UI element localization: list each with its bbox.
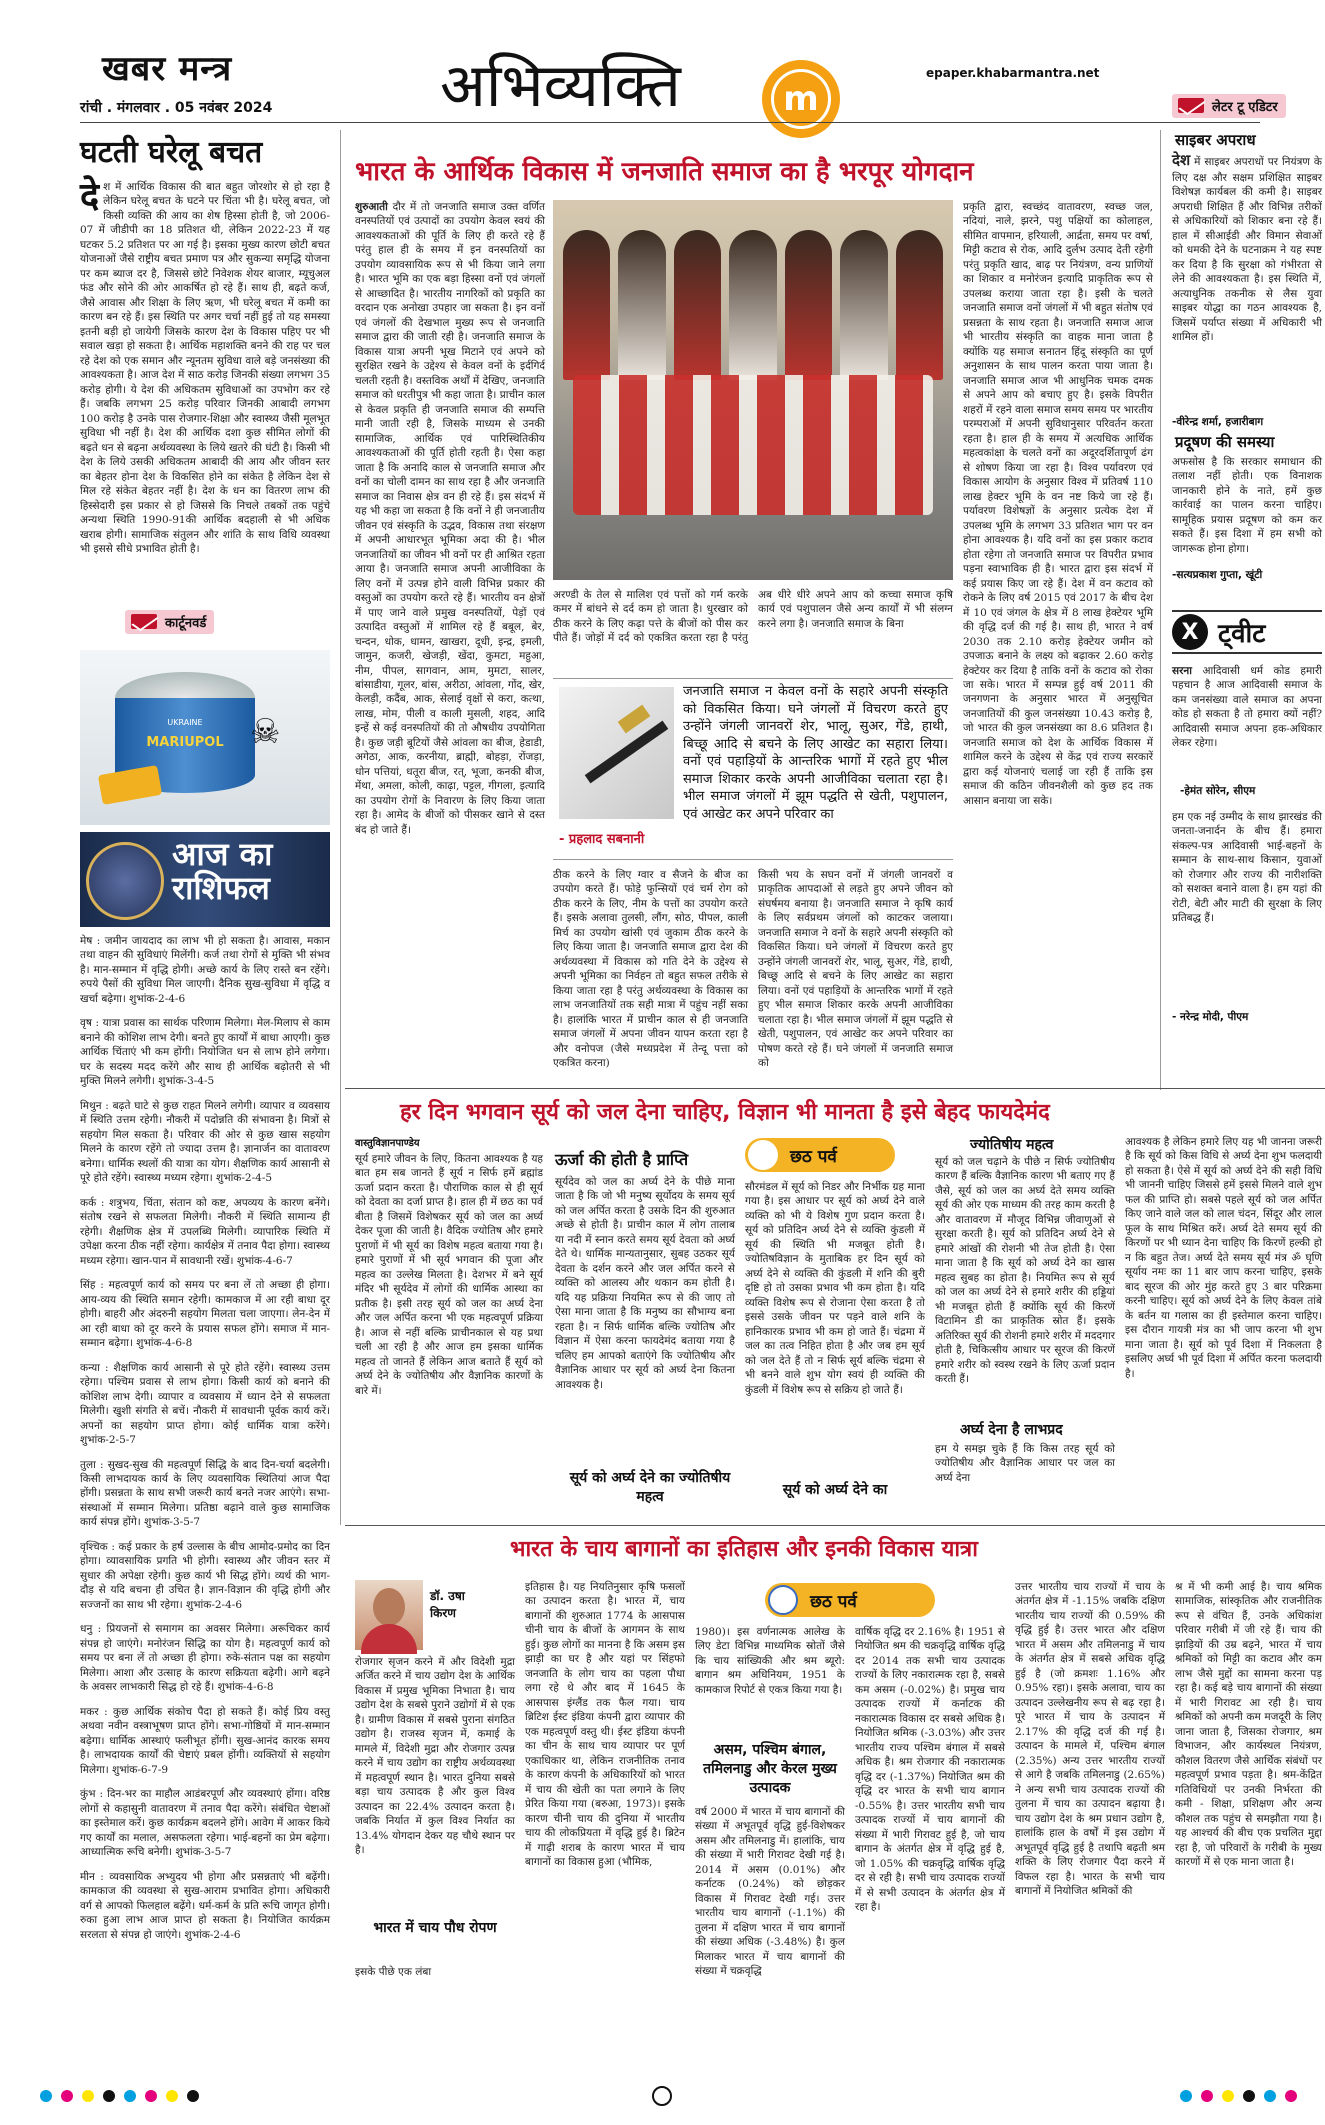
section-title: अभिव्यक्ति xyxy=(440,51,681,121)
rashifal-title-2: राशिफल xyxy=(172,868,270,907)
tea-author: डॉ. उषा किरण xyxy=(430,1589,465,1620)
letter-sign: -सत्यप्रकाश गुप्ता, खूंटी xyxy=(1172,569,1263,581)
surya-sub3: सूर्य को अर्घ्य देने का xyxy=(782,1482,888,1498)
editorial-dropcap: दे xyxy=(80,176,100,217)
tea-col4: वार्षिक वृद्धि दर 2.16% है। 1951 से नियोजित श्रम की चक्रवृद्धि वार्षिक वृद्धि दर 2014 तक सभी चाय उत्पादक राज्यों के लिए नकारात्मक रहा है, सबसे कम असम (-0.02%) है। प्रमुख चाय उत्पादक राज्यों में कर्नाटक की नकारात्मक विकास दर सबसे अधिक है। नियोजित श्रमिक (-3.03%) और उत्तर भारतीय राज्य पश्चिम बंगाल में सबसे अधिक है। श्रम रोजगार की नकारात्मक वृद्धि दर (-1.37%) नियोजित श्रम की वृद्धि दर भारत के सभी चाय बागान -0.55% है। उत्तर भारतीय सभी चाय उत्पादक राज्यों में चाय बागानों की संख्या में भारी गिरावट हुई है, जो चाय बागान के अंतर्गत क्षेत्र में वृद्धि हुई है, जो 1.05% की चक्रवृद्धि वार्षिक वृद्धि दर से रही है। सभी चाय उत्पादक राज्यों में से सभी उत्पादन के अंतर्गत क्षेत्र में रहा है। xyxy=(855,1626,1005,1914)
tweet-label: ट्वीट xyxy=(1218,619,1266,649)
lead-col2-text: अरण्डी के तेल से मालिश एवं पत्तों को गर्म करके कमर में बांधने से दर्द कम हो जाता है। धुरखार को ठीक करने के लिए कढ़ा पत्ते के बीजों को पीस कर पीते हैं। जोड़ों में दर्द को एकत्रित करता रहा है परंतु अब धीरे धीरे अपने आप को कच्चा समाज कृषि कार्य एवं पशुपालन जैसे अन्य कार्यों में भी संलग्न करने लगा है। जनजाति समाज के बिना xyxy=(553,589,953,645)
rashifal-item: मिथुन : बढ़ते घाटे से कुछ राहत मिलने लगेगी। व्यापार व व्यवसाय में स्थिति उत्तम रहेगी। नौकरी में पदोन्नति की संभावना है। मित्रों से सहयोग मिल सकता है। परिवार की ओर से कुछ खास सहयोग मिलने के कारण रहेंगे तो ज्यादा उत्तम है। ज्ञानार्जन का वातावरण बनेगा। धार्मिक स्थलों की यात्रा का योग। शैक्षणिक कार्य आसानी से पूरे होते रहेंगे। स्वास्थ्य मध्यम रहेगा। शुभांक-2-4-5 xyxy=(80,1099,330,1185)
lead-col3: प्रकृति द्वारा, स्वच्छंद वातावरण, स्वच्छ जल, नदियां, नाले, झरने, पशु पक्षियों का कोलाहल, सीमित वापमान, हरियाली, आर्द्रता, समय पर वर्षा, मिट्टी कटाव से रोक, आदि दुर्लभ उत्पाद देती रहेगी परंतु प्रकृति खाद, बाढ़ पर नियंत्रण, वन्य प्राणियों का शिकार व मनोरंजन इत्यादि प्राकृतिक रूप से उपलब्ध कराया जाता रहा है। इसी के चलते जनजाति समाज वनों जंगलों में भी बहुत संतोष एवं प्रसन्नता के साथ रहता है। जनजाति समाज आज भी भारतीय संस्कृति का वाहक माना जाता है क्योंकि यह समाज सनातन हिंदू संस्कृति का पूर्ण अनुशासन के साथ पालन करता पाया जाता है। जनजाति समाज आज भी आधुनिक चमक दमक से अपने आप को बचाए हुए है। इसके विपरीत शहरों में रहने वाला समाज समय समय पर भारतीय परम्पराओं में अपनी सुविधानुसार परिवर्तन करता रहता है। हाल ही के समय में अत्यधिक आर्थिक महत्वकांक्षा के चलते वनों का अदूरदर्शितापूर्ण ढंग से शोषण किया जा रहा है। विश्व पर्यावरण एवं विकास आयोग के अनुसार विश्व में प्रतिवर्ष 110 लाख हेक्टर भूमि के वन नष्ट किये जा रहे हैं। पर्यावरण विशेषज्ञों के अनुसार प्रत्येक देश में उपलब्ध भूमि के लगभग 33 प्रतिशत भाग पर वन होना आवश्यक है। यदि वनों का इस प्रकार कटाव होता रहेगा तो जनजाति समाज पर विपरीत प्रभाव पड़ना स्वाभाविक ही है। भारत द्वारा इस संदर्भ में कई प्रयास किए जा रहे हैं। देश में वन कटाव को रोकने के लिए वर्ष 2015 एवं 2017 के बीच देश में 10 एवं जंगल के क्षेत्र में 8 लाख हेक्टेयर भूमि की वृद्धि दर्ज की गई है। साथ ही, भारत ने वर्ष 2030 तक 2.10 करोड़ हेक्टेयर जमीन को उपजाऊ बनाने के लक्ष्य को बढ़ाकर 2.60 करोड़ हेक्टेयर कर दिया है ताकि वनों के कटाव को रोका जा सके। भारत में सम्पन्न हुई वर्ष 2011 की जनगणना के अनुसार भारत में अनुसूचित जनजातियों की कुल जनसंख्या 10.43 करोड़ है, जो भारत की कुल जनसंख्या का 8.6 प्रतिशत है। जनजाति समाज को देश के आर्थिक विकास में शामिल करने के उद्देश्य से केंद्र एवं राज्य सरकारें द्वारा कई योजनाएं चलाई जा रही हैं ताकि इस समाज की कठिन जीवनशैली को कुछ हद तक आसान बनाया जा सके। xyxy=(963,201,1153,807)
x-logo-icon: X xyxy=(1172,614,1208,650)
tea-sub1: भारत में चाय पौध रोपण xyxy=(373,1920,497,1936)
surya-col1: सूर्य हमारे जीवन के लिए, कितना आवश्यक है यह बात हम सब जानते हैं सूर्य न सिर्फ हमें ब्रह्मांड ऊर्जा प्रदान करता है। पौराणिक काल से ही सूर्य को देवता का दर्जा प्राप्त है। हाल ही में छठ का पर्व बीता है जिसमें विशेषकर सूर्य को जल का अर्घ्य देकर पूजा की जाती है। वैदिक ज्योतिष और हमारे पुराणों में भी सूर्य का विशेष महत्व बताया गया है। हमारे पुराणों में भी सूर्य भगवान की पूजा और महत्व का उल्लेख मिलता है। देशभर में बने सूर्य मंदिर भी सूर्यदेव में लोगों की धार्मिक आस्था का प्रतीक है। इसी तरह सूर्य को जल का अर्घ्य देना और जल अर्पित करना भी एक महत्वपूर्ण प्रक्रिया है। आज से नहीं बल्कि प्राचीनकाल से यह प्रथा चली आ रही है और आज हम इसका धार्मिक महत्व तो जानते हैं लेकिन आज बताते हैं सूर्य को अर्घ्य देने के ज्योतिषीय और वैज्ञानिक कारणों के बारे में। xyxy=(355,1153,543,1397)
tea-col1: रोजगार सृजन करने में और विदेशी मुद्रा अर्जित करने में चाय उद्योग देश के आर्थिक विकास में प्रमुख भूमिका निभाता है। चाय उद्योग देश के सबसे पुराने उद्योगों में से एक है। ग्रामीण विकास में सबसे पुराना संगठित उद्योग है। राजस्व सृजन में, कमाई के मामले में, विदेशी मुद्रा और रोजगार उत्पन्न करने में चाय उद्योग का राष्ट्रीय अर्थव्यवस्था में महत्वपूर्ण स्थान है। भारत दुनिया सबसे बड़ा चाय उत्पादक है और कुल विश्व उत्पादन का 22.4% उत्पादन करता है। जबकि निर्यात में कुल विश्व निर्यात का 13.4% योगदान देकर यह चौथे स्थान पर है। xyxy=(355,1656,515,1857)
tea-sub2: असम, पश्चिम बंगाल, तमिलनाडु और केरल मुख्य उत्पादक xyxy=(703,1742,837,1796)
sun-icon xyxy=(768,1585,798,1615)
pull-quote-box xyxy=(553,678,953,860)
logo xyxy=(762,60,840,138)
tweet-body: सरना आदिवासी धर्म कोड हमारी पहचान है आज आदिवासी समाज के कम जनसंख्या वाले समाज का अपना कोड हो सकता है तो हमारा क्यों नहीं? आदिवासी समाज अपना हक-अधिकार लेकर रहेगा। xyxy=(1172,665,1322,750)
cartoon-image: MARIUPOL UKRAINE ☠ xyxy=(80,650,330,825)
rashifal-item: मकर : कुछ आर्थिक संकोच पैदा हो सकते हैं। कोई प्रिय वस्तु अथवा नवीन वस्त्राभूषण प्राप्त होंगे। सभा-गोष्ठियों में मान-सम्मान बढ़ेगा। धार्मिक आस्थाएं फलीभूत होंगी। सुख-आनंद कारक समय है। लाभदायक कार्यों की चेष्टाएं प्रबल होंगी। व्यक्तियों से सहयोग मिलेगा। शुभांक-6-7-9 xyxy=(80,1705,330,1776)
tweet-header xyxy=(1172,610,1322,654)
surya-jyotish-title: ज्योतिषीय महत्व xyxy=(970,1137,1054,1153)
rashifal-item: सिंह : महत्वपूर्ण कार्य को समय पर बना लें तो अच्छा ही होगा। आय-व्यय की स्थिति समान रहेगी। कामकाज में आ रही बाधा दूर होगी। बाहरी और अंदरुनी सहयोग मिलता चला जाएगा। लेन-देन में आ रही बाधा को दूर करने के प्रयास सफल होंगे। समाज में मान-सम्मान बढ़ेगा। शुभांक-4-6-8 xyxy=(80,1279,330,1350)
paper-name: खबर मन्त्र xyxy=(102,49,233,89)
tea-col2: इतिहास है। यह नियतिनुसार कृषि फसलों का उत्पादन करता है। भारत में, चाय बागानों की शुरुआत 1774 के आसपास चीनी चाय के बीजों के आगमन के साथ हुई। कुछ लोगों का मानना है कि असम इस झाड़ी का घर है और यहां पर सिंहफो जनजाति के लोग चाय का पहला पौधा लगा रहे थे और बाद में 1645 के आसपास इंग्लैंड तक फैल गया। चाय ब्रिटिश ईस्ट इंडिया कंपनी द्वारा व्यापार की एक महत्वपूर्ण वस्तु थी। ईस्ट इंडिया कंपनी का चीन के साथ चाय व्यापार पर पूर्ण एकाधिकार था, लेकिन राजनीतिक तनाव के कारण कंपनी के अधिकारियों को भारत में चाय की खेती का पता लगाने के लिए प्रेरित किया गया (बरुआ, 1973)। इसके कारण चीनी चाय की दुनिया में भारतीय चाय की लोकप्रियता में वृद्धि हुई है। ब्रिटेन में गाढ़ी शराब के कारण भारत में चाय बागानों का विकास हुआ (भौमिक, xyxy=(525,1581,685,1869)
surya-col2: सूर्यदेव को जल का अर्घ्य देने के पीछे माना जाता है कि जो भी मनुष्य सूर्योदय के समय सूर्य को जल अर्पित करता है उसके दिन की शुरुआत अच्छे से होती है। प्राचीन काल में लोग तालाब या नदी में स्नान करते समय सूर्य देवता को अर्घ्य देते थे। धार्मिक मान्यतानुसार, सुबह उठकर सूर्य देवता के दर्शन करने और जल अर्पित करने से व्यक्ति को आलस्य और थकान कम होती है। यदि यह प्रक्रिया नियमित रूप से की जाए तो ऐसा माना जाता है कि मनुष्य का सौभाग्य बना रहता है। न सिर्फ धार्मिक बल्कि ज्योतिष और विज्ञान में ऐसा करना फायदेमंद बताया गया है चलिए हम आपको बताएंगे कि ज्योतिषीय और वैज्ञानिक आधार पर सूर्य को अर्घ्य देना कितना आवश्यक है। xyxy=(555,1176,735,1391)
lead-col1-lead: शुरुआती xyxy=(355,201,388,213)
rashifal-item: कुंभ : दिन-भर का माहौल आडंबरपूर्ण और व्यवस्थाएं होंगा। वरिष्ठ लोगों से कहासुनी वातावरण में तनाव पैदा करेंगे। संबंधित चेष्टाओं का इस्तेमाल करें। कुछ कार्यक्रम बदलने होंगे। आवेग में आकर किये गए कार्यों का मलाल, असफलता रहेगा। भाई-बहनों का प्रेम बढ़ेगा। आध्यात्मिक रूचि बनेगी। शुभांक-3-5-7 xyxy=(80,1788,330,1859)
rashifal-banner xyxy=(80,832,330,927)
surya-sub2: सूर्य को अर्घ्य देने का ज्योतिषीय महत्व xyxy=(569,1470,731,1505)
rashifal-item: कन्या : शैक्षणिक कार्य आसानी से पूरे होते रहेंगे। स्वास्थ्य उत्तम रहेगा। पश्चिम प्रवास से लाभ होगा। किसी कार्य को बनाने की कोशिश लाभ देगी। व्यापार व व्यवसाय में ध्यान देने से सफलता मिलेगी। खुशी संगति से बचें। नौकरी में सावधानी पूर्वक कार्य करें। अपनों का सहयोग प्राप्त होगा। कोई धार्मिक यात्रा करेंगे। शुभांक-2-5-7 xyxy=(80,1361,330,1447)
letter-sign: -वीरेन्द्र शर्मा, हजारीबाग xyxy=(1172,416,1264,428)
envelope-icon xyxy=(131,614,157,629)
rashifal-title-1: आज का xyxy=(172,835,273,873)
surya-headline: हर दिन भगवान सूर्य को जल देना चाहिए, विज्ञान भी मानता है इसे बेहद फायदेमंद xyxy=(400,1100,1050,1125)
author-photo xyxy=(355,1580,423,1650)
dateline: रांची . मंगलवार . 05 नवंबर 2024 xyxy=(80,100,273,116)
surya-col5: आवश्यक है लेकिन हमारे लिए यह भी जानना जरूरी है कि सूर्य को किस विधि से अर्घ्य देना शुभ फलदायी हो सकता है। ऐसे में सूर्य को अर्घ्य देने की सही विधि भी जाननी चाहिए जिससे हमें इससे मिलने वाले शुभ फल की प्राप्ति हो। सबसे पहले सूर्य को जल अर्पित किए जाने वाले जल को लाल चंदन, सिंदूर और लाल फूल के साथ मिश्रित करें। अर्घ्य देते समय सूर्य की किरणों पर भी ध्यान देना चाहिए कि किरणें हल्की हो न कि बहुत तेज। अर्घ्य देते समय सूर्य मंत्र ॐ घृणि सूर्याय नमः का 11 बार जाप करना चाहिए, इसके बाद सूरज की ओर मुंह करते हुए 3 बार परिक्रमा करनी चाहिए। सूर्य को अर्घ्य देने के लिए केवल तांबे के बर्तन या गलास का ही इस्तेमाल करना चाहिए। इस दौरान गायत्री मंत्र का भी जाप करना भी शुभ माना जाता है। सूर्य को पूर्व दिशा में निकलता है इसलिए अर्घ्य भी पूर्व दिशा में अर्पित करना फलदायी है। xyxy=(1125,1136,1322,1380)
lead-col1: शुरुआती दौर में तो जनजाति समाज उक्त वर्णित वनस्पतियों एवं उत्पादों का उपयोग केवल स्वयं की आवश्यकताओं की पूर्ति के लिए ही करते रहे हैं परंतु हाल ही के समय में इन वनस्पतियों का उपयोग व्यावसायिक रूप से भी किया जाने लगा है। भारत भूमि का एक बड़ा हिस्सा वनों एवं जंगलों से आच्छादित है। भारतीय नागरिकों को प्रकृति का वरदान एक अनोखा उपहार जा सकता है। इन वनों एवं जंगलों की देखभाल मुख्य रूप से जनजाति समाज द्वारा की जाती रही है। जनजाति समाज के विकास यात्रा अपनी भूख मिटाने एवं अपने को सुरक्षित रखने के उद्देश्य से केवल वनों के इर्दगिर्द चलती रहती है। वस्तविक अर्थों में देखिए, जनजाति समाज को धरतीपुत्र भी कहा जाता है। प्राचीन काल से केवल प्रकृति ही जनजाति समाज की सम्पत्ति मानी जाती रही है, जिसके माध्यम से उनकी सामाजिक, आर्थिक एवं पारिस्थितिकीय आवश्यकताओं की पूर्ति होती रहती है। ऐसा कहा जाता है कि अनादि काल से जनजाति समाज और वनों का चोली दामन का साथ रहा है और जनजाति समाज का निवास क्षेत्र वन ही रहे हैं। इस संदर्भ में यह भी कहा जा सकता है कि वनों ने ही जनजातीय जीवन एवं संस्कृति के उद्भव, विकास तथा संरक्षण में अपनी आधारभूत भूमिका अदा की है। भील जनजातियों का जीवन भी वनों पर ही आश्रित रहता आया है। जनजाति समाज अपनी आजीविका के लिए वनों में उत्पन्न होने वाली विभिन्न प्रकार की वस्तुओं का उपयोग करते रहे हैं। भारतीय वन क्षेत्रों में पाए जाने वाले प्रमुख वनस्पतियों, पेड़ों एवं उत्पादित वस्तुओं में शामिल रहे हैं बबूल, बेर, चन्दन, धोक, धामन, खाखरा, दूधी, इन्द्र, इमली, जामुन, कजरी, खेजड़ी, खेंदा, कुमटा, महुआ, नीम, पीपल, सागवान, आम, मुमटा, सालर, बांसाडीया, गूलर, बांस, अरीठा, आंवला, गोंद, खेर, केलड़ी, कदैंब, आक, सेलाई वृक्षों से करा, कत्था, लाख, मोम, पीली व काली मुसली, शहद, आदि इन्हें से कई वनस्पतियों की तो औषधीय उपयोगिता है। कुछ जड़ी बूटियों जैसे आंवला का बीज, हेडाडी, अगेठा, आक, करनीया, ब्राह्मी, बोहड़ा, रोंजड़ा, धोन पत्तियां, धतूरा बीज, रत्, भूजा, कनकी बीज, मेंथा, अमला, कोली, काढ़ा, पट्टल, गीगला, इत्यादि का उपयोग रोगों के निवारण के लिए किया जाता रहा है। आमेद के बीजों को पीसकर खाने से दस्त बंद हो जाते हैं। xyxy=(355,201,545,836)
tweet-sign: -हेमंत सोरेन, सीएम xyxy=(1180,785,1256,797)
rashifal-item: कर्क : शत्रुभय, चिंता, संतान को कष्ट, अपव्यय के कारण बनेंगे। संतोष रखने से सफलता मिलेगी। नौकरी में स्थिति सामान्य ही रहेगी। शैक्षणिक क्षेत्र में उपलब्धि मिलेगी। व्यापारिक स्थिति में उपेक्षा करना ठीक नहीं रहेगा। कार्यक्षेत्र में तनाव पैदा होगा। स्वास्थ्य मध्यम रहेगा। खान-पान में सावधानी रखें। शुभांक-4-6-7 xyxy=(80,1196,330,1267)
surya-col4b: हम ये समझ चुके हैं कि किस तरह सूर्य को ज्योतिषीय और वैज्ञानिक आधार पर जल का अर्घ्य देना xyxy=(935,1443,1115,1484)
lead-headline: भारत के आर्थिक विकास में जनजाति समाज का है भरपूर योगदान xyxy=(355,157,974,187)
rashifal-item: धनु : प्रियजनों से समागम का अवसर मिलेगा। अरूचिकर कार्य संपन्न हो जाएंगे। मनोरंजन सिद्धि का योग है। महत्वपूर्ण कार्य को समय पर बना लें तो अच्छा ही होगा। रुके-संतान पक्ष का सहयोग मिलेगा। आशा और उत्साह के कारण सक्रियता बढ़ेगी। आगे बढ़ने के अवसर लाभकारी सिद्ध हो रहे हैं। शुभांक-4-6-8 xyxy=(80,1623,330,1694)
crosshair-icon xyxy=(652,2086,672,2106)
letter-body: देश में साइबर अपराधों पर नियंत्रण के लिए दक्ष और सक्षम प्रशिक्षित साइबर विशेषज्ञ कार्यबल की कमी है। साइबर अपराधी शिक्षित हैं और विभिन्न तरीकों से अधिकारियों को शिकार बना रहे हैं। हाल में सीआईडी और विमान सेवाओं को धमकी देने के घटनाक्रम ने यह स्पष्ट कर दिया है कि सुरक्षा को गंभीरता से लेने की आवश्यकता है। इस स्थिति में, अत्याधुनिक तकनीक से लैस युवा साइबर योद्धा का गठन आवश्यक है, जिसमें पर्याप्त संख्या में अधिकारी भी शामिल हों। xyxy=(1172,151,1322,344)
pull-quote: जनजाति समाज न केवल वनों के सहारे अपनी संस्कृति को विकसित किया। घने जंगलों में विचरण करते हुए उन्होंने जंगली जानवरों शेर, भालू, सुअर, गेंडे, हाथी, बिच्छू आदि से बचने के लिए आखेट का सहारा लिया। वनों एवं पहाड़ियों के आन्तरिक भागों में रहते हुए भील समाज शिकार करके अपनी आजीविका चलाता रहा है। भील समाज जंगलों में झूम पद्धति से खेती, पशुपालन, एवं आखेट कर अपने परिवार का xyxy=(683,684,948,822)
editorial-body xyxy=(80,176,330,580)
sun-icon xyxy=(748,1140,778,1170)
pen-image xyxy=(559,687,674,819)
zodiac-wheel-icon xyxy=(86,842,164,920)
chhath-badge: छठ पर्व xyxy=(745,1138,895,1172)
surya-sub1: ऊर्जा की होती है प्राप्ति xyxy=(555,1150,689,1169)
lead-col3-lower: किसी भय के सघन वनों में जंगली जानवरों व प्राकृतिक आपदाओं से लड़ते हुए अपने जीवन को संघर्षमय बनाया है। जनजाति समाज ने कृषि कार्य के लिए सर्वप्रथम जंगलों को काटकर जलाया। जनजाति समाज ने वनों के सहारे अपनी संस्कृति को विकसित किया। घने जंगलों में विचरण करते हुए उन्होंने जंगली जानवरों शेर, भालू, सुअर, गेंडे, हाथी, बिच्छू आदि से बचने के लिए आखेट का सहारा लिया। वनों एवं पहाड़ियों के आन्तरिक भागों में रहते हुए भील समाज शिकार करके अपनी आजीविका चलाता रहा है। भील समाज जंगलों में झूम पद्धति से खेती, पशुपालन, एवं आखेट कर अपने परिवार का पोषण करते रहे हैं। घने जंगलों में जनजाति समाज को xyxy=(758,869,953,1070)
tea-col3: 1980)। इस वर्णनात्मक आलेख के लिए डेटा विभिन्न माध्यमिक स्रोतों जैसे कि चाय सांख्यिकी और श्रम ब्यूरो: बागान श्रम अधिनियम, 1951 के कामकाज रिपोर्ट से एकत्र किया गया है। xyxy=(695,1626,845,1696)
lead-col2-lower: ठीक करने के लिए ग्वार व सैजने के बीज का उपयोग करते हैं। फोड़े फुन्सियों एवं चर्म रोग को ठीक करने के लिए, नीम के पत्तों का उपयोग करते हैं। इसके अलावा तुलसी, लौंग, सोठ, पीपल, काली मिर्च का उपयोग खांसी एवं जुकाम ठीक करने के लिए किया जाता है। जनजाति समाज द्वारा देश की अर्थव्यवस्था में विकास को गति देने के उद्देश्य से अपनी भूमिका का निर्वहन तो बहुत सफल तरीके से किया जाता रहा है परंतु अर्थव्यवस्था के विकास का लाभ जनजातियों तक सही मात्रा में पहुंच नहीं सका है। हालांकि भारत में प्राचीन काल से ही जनजाति समाज जंगलों में अपना जीवन यापन करता रहा है और वनोपज (जैसे मध्यप्रदेश में तेन्दू पत्ता को एकत्रित करना) xyxy=(553,869,748,1070)
rashifal-item: मेष : जमीन जायदाद का लाभ भी हो सकता है। आवास, मकान तथा वाहन की सुविधाएं मिलेंगी। कर्ज तथा रोगों से मुक्ति भी संभव है। मान-सम्मान में वृद्धि होगी। अच्छे कार्य के लिए रास्ते बन रहेंगे। रुपये पैसों की सुविधा मिल जाएगी। दैनिक सुख-सुविधा में वृद्धि व खर्चा बढ़ेगा। शुभांक-2-4-6 xyxy=(80,935,330,1005)
tweet-sign: - नरेन्द्र मोदी, पीएम xyxy=(1172,1011,1249,1023)
rashifal-item: वृष : यात्रा प्रवास का सार्थक परिणाम मिलेगा। मेल-मिलाप से काम बनाने की कोशिश लाभ देगी। बनते हुए कार्यों में बाधा आएगी। कुछ आर्थिक चिंताएं भी कम होंगी। नियोजित धन से लाभ होने लगेगा। घर के सदस्य मदद करेंगे और साथ ही आर्थिक बढ़ोतरी से भी मुक्ति मिलने लगेगी। शुभांक-3-4-5 xyxy=(80,1017,330,1088)
can-label: MARIUPOL xyxy=(146,735,224,750)
tea-col5: उत्तर भारतीय चाय राज्यों में चाय के अंतर्गत क्षेत्र में -1.15% जबकि दक्षिण भारतीय चाय राज्यों की 0.59% की वृद्धि हुई है। उत्तर भारत और दक्षिण भारत में असम और तमिलनाडु में चाय के अंतर्गत क्षेत्र में सबसे अधिक वृद्धि हुई है (जो क्रमशः 1.16% और 0.95% रहा)। इसके अलावा, चाय का उत्पादन उल्लेखनीय रूप से बढ़ रहा है। पूरे भारत में चाय के उत्पादन में 2.17% की वृद्धि दर्ज की गई है। उत्पादन के मामले में, पश्चिम बंगाल (2.35%) अन्य उत्तर भारतीय राज्यों से आगे है जबकि तमिलनाडु (2.65%) ने अन्य सभी चाय उत्पादक राज्यों की तुलना में चाय का उत्पादन बढ़ाया है। चाय उद्योग देश के श्रम प्रधान उद्योग है, हालांकि हाल के वर्षों में इस उद्योग में अभूतपूर्व वृद्धि हुई है तथापि बढ़ती श्रम शक्ति के लिए रोजगार पैदा करने में विफल रहा है। भारत के सभी चाय बागानों में नियोजित श्रमिकों की xyxy=(1015,1581,1165,1898)
surya-sub5: अर्घ्य देना है लाभप्रद xyxy=(960,1422,1063,1438)
epaper-url[interactable]: epaper.khabarmantra.net xyxy=(926,66,1100,80)
logo-letter: m xyxy=(771,69,831,129)
surya-byline: वास्तुविज्ञानपाण्डेय xyxy=(355,1138,420,1149)
tweet-body: हम एक नई उम्मीद के साथ झारखंड की जनता-जनार्दन के बीच हैं। हमारा संकल्प-पत्र आदिवासी भाई-बहनों के सम्मान के साथ-साथ किसान, युवाओं को रोजगार और राज्य की नारीशक्ति को सशक्त बनाने वाला है। हम यहां की रोटी, बेटी और माटी की सुरक्षा के लिए प्रतिबद्ध हैं। xyxy=(1172,811,1322,925)
tea-headline: भारत के चाय बागानों का इतिहास और इनकी विकास यात्रा xyxy=(510,1537,978,1562)
letter-tag: लेटर टू एडिटर xyxy=(1172,94,1286,118)
tea-col3b: वर्ष 2000 में भारत में चाय बागानों की संख्या में अभूतपूर्व वृद्धि हुई-विशेषकर असम और तमिलनाडु में। हालांकि, चाय की संख्या में भारी गिरावट देखी गई है। 2014 में असम (0.01%) और कर्नाटक (0.24%) को छोड़कर विकास में गिरावट देखी गई। उत्तर भारतीय चाय बागानों (-1.1%) की तुलना में दक्षिण भारत में चाय बागानों की संख्या अधिक (-3.48%) है। कुल मिलाकर भारत में चाय बागानों की संख्या में चक्रवृद्धि xyxy=(695,1806,845,1978)
chhath-badge: छठ पर्व xyxy=(765,1583,935,1617)
registration-marks-left xyxy=(40,2090,199,2102)
surya-col3: सौरमंडल में सूर्य को निडर और निर्भीक ग्रह माना गया है। इस आधार पर सूर्य को अर्घ्य देने वाले व्यक्ति को भी ये विशेष गुण प्रदान करता है। सूर्य को प्रतिदिन अर्घ्य देने से व्यक्ति कुंडली में सूर्य की स्थिति भी मजबूत होती है। ज्योतिषविज्ञान के मुताबिक हर दिन सूर्य को अर्घ्य देने से व्यक्ति की कुंडली में शनि की बुरी दृष्टि हो तो उसका प्रभाव भी कम होता है। यदि व्यक्ति विशेष रूप से रोजाना ऐसा करता है तो इससे उसके जीवन पर पड़ने वाले शनि के हानिकारक प्रभाव भी कम हो जाते हैं। चंद्रमा में जल का तत्व निहित होता है और जब हम सूर्य को जल देते हैं तो न सिर्फ सूर्य बल्कि चंद्रमा से भी बनने वाले शुभ योग स्वयं ही व्यक्ति की कुंडली में विशेष रूप से सक्रिय हो जाते हैं। xyxy=(745,1181,925,1396)
rashifal-item: मीन : व्यवसायिक अभ्युदय भी होगा और प्रसन्नताएं भी बढ़ेंगी। कामकाज की व्यवस्था से सुख-आराम प्रभावित होगा। अधिकारी वर्ग से आपको फिलहाल बढ़ेंगे। धर्म-कर्म के प्रति रूचि जागृत होगी। रुका हुआ लाभ आज प्राप्त हो सकता है। नियोजित कार्यक्रम सरलता से संपन्न हो जाएंगे। शुभांक-2-4-6 xyxy=(80,1870,330,1941)
letter-title: प्रदूषण की समस्या xyxy=(1175,433,1275,451)
letter-body: अफसोस है कि सरकार समाधान की तलाश नहीं होती। एक विनाशक जानकारी होने के नाते, हमें कुछ कार्रवाई का पालन करना चाहिए। सामूहिक प्रयास प्रदूषण को कम कर सकते हैं। इस दिशा में हम सभी को जागरूक होना होगा। xyxy=(1172,456,1322,555)
letter-title: साइबर अपराध xyxy=(1175,131,1256,149)
skull-icon: ☠ xyxy=(250,712,281,752)
registration-marks-right xyxy=(1180,2090,1297,2102)
rashifal-item: तुला : सुखद-सुख की महत्वपूर्ण सिद्धि के बाद दिन-चर्या बदलेगी। किसी लाभदायक कार्य के लिए व्यवसायिक स्थितियां आज पैदा होंगी। प्रसन्नता के साथ सभी जरूरी कार्य बनते नजर आएंगे। सभा-संस्थाओं में सम्मान मिलेगा। प्रतिष्ठा बढ़ाने वाले कुछ सामाजिक कार्य संपन्न होंगे। शुभांक-3-5-7 xyxy=(80,1458,330,1529)
lead-photo xyxy=(553,200,953,580)
envelope-icon xyxy=(1178,98,1204,113)
editorial-title: घटती घरेलू बचत xyxy=(80,135,263,170)
rashifal-item: वृश्चिक : कई प्रकार के हर्ष उल्लास के बीच आमोद-प्रमोद का दिन होगा। व्यावसायिक प्रगति भी होगी। स्वास्थ्य और जीवन स्तर में सुधार की अपेक्षा रहेगी। कुछ कार्य भी सिद्ध होंगे। व्यर्थ की भाग-दौड़ से यदि बचना ही उचित है। ज्ञान-विज्ञान की वृद्धि होगी और सज्जनों का साथ भी रहेगा। शुभांक-2-4-6 xyxy=(80,1540,330,1611)
editorial-text: श में आर्थिक विकास की बात बहुत जोरशोर से हो रहा है लेकिन घरेलू बचत के घटने पर चिंता भी है। घरेलू बचत, जो किसी व्यक्ति की आय का शेष हिस्सा होती है, जो 2006-07 में जीडीपी का 18 प्रतिशत थी, लेकिन 2022-23 में यह घटकर 5.2 प्रतिशत पर आ गई है। इसका मुख्य कारण छोटी बचत योजनाओं जैसे राष्ट्रीय बचत प्रमाण पत्र और सुकन्या समृद्धि योजना पर कम ब्याज दर है, जिससे छोटे निवेशक शेयर बाजार, म्यूचुअल फंड और सोने की ओर आकर्षित हो रहे हैं। साथ ही, बढ़ते कर्ज, जैसे आवास और शिक्षा के लिए ऋण, भी घरेलू बचत में कमी का कारण बन रहे हैं। इस स्थिति पर अगर चर्चा नहीं हुई तो यह समस्या इतनी बड़ी हो जायेगी जिसके कारण देश के विकास पहिए पर भी सवाल खड़ा हो सकता है। आर्थिक महाशक्ति बनने की राह पर चल रहे देश को एक समान और न्यूनतम सुविधा वाले बड़े जनसंख्या की आवश्यकता है। आज देश में साठ करोड़ जिनकी संख्या लगभग 35 करोड़ होगी। ये देश की अधिकतम सुविधाओं का उपभोग कर रहे हैं। जबकि लगभग 25 करोड़ परिवार जिनकी आबादी लगभग 100 करोड़ है उनके पास रोजगार-शिक्षा और स्वास्थ्य जैसी मूलभूत सुविधा भी नहीं है। देश की आर्थिक दशा कुछ सीमित लोगों की बढ़ते धन से बढ़ना अर्थव्यवस्था के लिये खतरे की घंटी है। किसी भी देश के लिये उसकी अधिकतम आबादी की आय और जीवन स्तर का बेहतर होना देश के विकसित होने का संकेत है लेकिन देश से मिल रहे संकेत बेहतर नहीं है। देश के धन का वितरण लाभ की हिस्सेदारी इस प्रकार से हो जिससे कि निचले तबकों तक पहुंचे अन्यथा स्थिति 1990-91की आर्थिक बदहाली से भी अधिक खराब होगी। सामाजिक संतुलन और शांति के साथ विधि व्यवस्था भी इससे सीधे प्रभावित होती है। xyxy=(80,181,330,556)
surya-col4: सूर्य को जल चढ़ाने के पीछे न सिर्फ ज्योतिषीय कारण हैं बल्कि वैज्ञानिक कारण भी बताए गए हैं जैसे, सूर्य को जल का अर्घ्य देते समय व्यक्ति सूर्य की ओर एक माध्यम की तरह काम करती है और वातावरण में मौजूद विभिन्न जीवाणुओं से सुरक्षा करती है। सूर्य को प्रतिदिन अर्घ्य देने से हमारे आंखों की रोशनी भी तेज होती है। ऐसा माना जाता है कि सूर्य को अर्घ्य देने का खास महत्व सुबह का होता है। नियमित रूप से सूर्य को जल का अर्घ्य देने से हमारे शरीर की हड्डियां भी मजबूत होती हैं क्योंकि सूर्य की किरणें विटामिन डी का प्राकृतिक स्रोत हैं। इसके अतिरिक्त सूर्य की रोशनी हमारे शरीर में मददगार होती है, चिकित्सीय आधार पर सूरज की किरणें हमारे शरीर को स्वस्थ रखने के लिए ऊर्जा प्रदान करती हैं। xyxy=(935,1156,1115,1386)
cartoon-tag: कार्टूनवर्ड xyxy=(125,610,214,634)
lead-author: - प्रहलाद सबनानी xyxy=(559,832,645,847)
tea-col6: श्र में भी कमी आई है। चाय श्रमिक सामाजिक, सांस्कृतिक और राजनीतिक रूप से वंचित हैं, उनके अधिकांश परिवार गरीबी में जी रहे हैं। चाय की झाड़ियों की उम्र बढ़ने, भारत में चाय श्रमिकों को मिट्टी का कटाव और कम लाभ जैसे मुद्दों का सामना करना पड़ रहा है। कई बड़े चाय बागानों की संख्या में भारी गिरावट आ रही है। चाय श्रमिकों को अपनी कम मजदूरी के लिए जाना जाता है, जिसका रोजगार, श्रम विभाजन, और कार्यस्थल नियंत्रण, कौशल वितरण जैसे आर्थिक संबंधों पर महत्वपूर्ण प्रभाव पड़ता है। श्रम-केंद्रित गतिविधियों पर उनकी निर्भरता की कमी - शिक्षा, प्रशिक्षण और अन्य कौशल तक पहुंच से समझौता गया है। यह आश्चर्य की बीच एक प्रचलित मुद्दा रहा है, जो परिवारों के गरीबी के मुख्य कारणों में से एक माना जाता है। xyxy=(1175,1581,1322,1869)
rashifal-list xyxy=(80,934,330,2064)
tea-col1b: इसके पीछे एक लंबा xyxy=(355,1966,432,1978)
